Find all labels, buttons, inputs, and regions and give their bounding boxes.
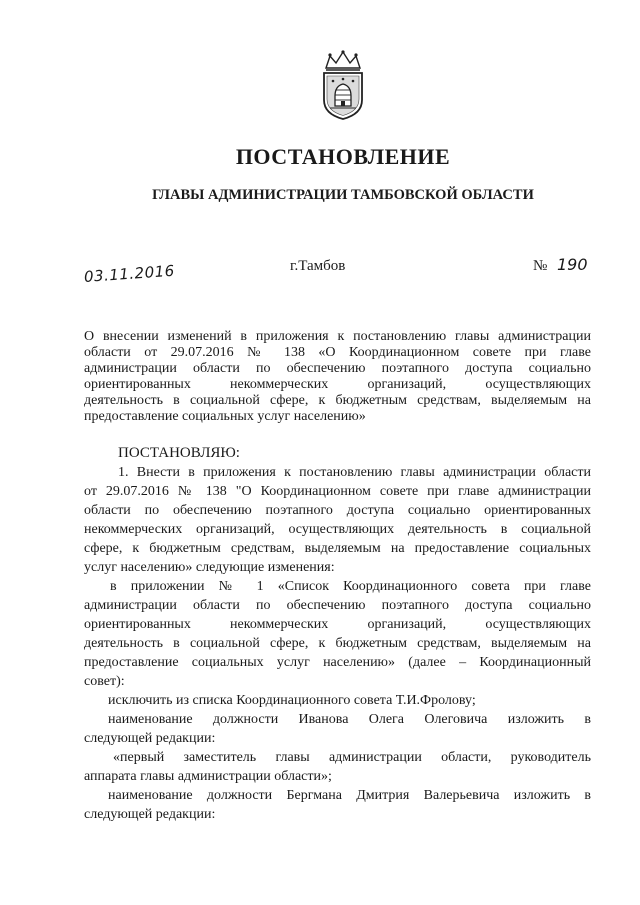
exclude-line: исключить из списка Координационного совета Т.И.Фролову; xyxy=(108,693,476,708)
bergman-line: следующей редакции: xyxy=(84,807,216,822)
heading-line: области от 29.07.2016 № 138 «О Координационном совете при главе xyxy=(84,345,591,360)
handwritten-date: 03.11.2016 xyxy=(83,261,176,286)
item1-line: сфере, к бюджетным средствам, выделяемым на предоставление социальных xyxy=(84,541,591,556)
city-name: г.Тамбов xyxy=(290,258,346,274)
appendix-line: в приложении № 1 «Список Координационного совета при главе xyxy=(110,579,591,594)
ivanov-text-line: аппарата главы администрации области»; xyxy=(84,769,332,784)
document-subtitle: ГЛАВЫ АДМИНИСТРАЦИИ ТАМБОВСКОЙ ОБЛАСТИ xyxy=(152,187,534,203)
ivanov-line: наименование должности Иванова Олега Олеговича изложить в xyxy=(108,712,591,727)
appendix-line: предоставление социальных услуг населению» (далее – Координационный xyxy=(84,655,591,670)
number-label: № xyxy=(533,258,548,274)
item1-line: области по обеспечению поэтапного доступа социально ориентированных xyxy=(84,503,591,518)
item1-line: от 29.07.2016 № 138 "О Координационном совете при главе администрации xyxy=(84,484,591,499)
heading-line: ориентированных некоммерческих организаций, осуществляющих xyxy=(84,377,591,392)
appendix-line: ориентированных некоммерческих организаций, осуществляющих xyxy=(84,617,591,632)
ivanov-line: следующей редакции: xyxy=(84,731,216,746)
appendix-line: администрации области по обеспечению поэтапного доступа социально xyxy=(84,598,591,613)
decree-word: ПОСТАНОВЛЯЮ: xyxy=(118,445,240,461)
ivanov-text-line: «первый заместитель главы администрации области, руководитель xyxy=(113,750,591,765)
handwritten-number: 190 xyxy=(557,255,588,274)
document-title: ПОСТАНОВЛЕНИЕ xyxy=(235,144,451,169)
bergman-line: наименование должности Бергмана Дмитрия Валерьевича изложить в xyxy=(108,788,591,803)
appendix-line: деятельность в социальной сфере, к бюджетным средствам, выделяемым на xyxy=(84,636,591,651)
item1-line: услуг населению» следующие изменения: xyxy=(84,560,335,575)
appendix-line: совет): xyxy=(84,674,125,689)
heading-line: О внесении изменений в приложения к постановлению главы администрации xyxy=(84,329,591,344)
heading-line: деятельность в социальной сфере, к бюджетным средствам, выделяемым на xyxy=(84,393,591,408)
heading-line: администрации области по обеспечению поэтапного доступа социально xyxy=(84,361,591,376)
heading-line: предоставление социальных услуг населению» xyxy=(84,409,366,424)
item1-line: 1. Внести в приложения к постановлению главы администрации области xyxy=(118,465,591,480)
item1-line: некоммерческих организаций, осуществляющих деятельность в социальной xyxy=(84,522,591,537)
